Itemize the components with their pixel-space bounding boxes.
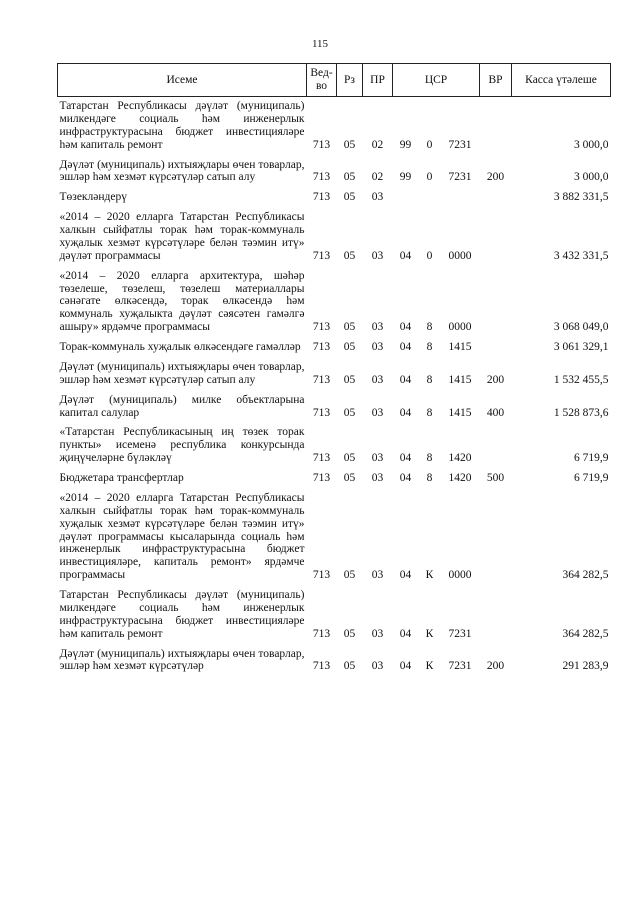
cell-csr-program: 04 <box>399 341 412 353</box>
cell-csr-direction: 7231 <box>448 627 472 640</box>
cell-ved: 713 <box>312 452 331 465</box>
cell-amount: 3 068 049,0 <box>553 321 609 334</box>
cell-vr: 400 <box>486 406 505 419</box>
cell-name: Татарстан Республикасы дәүләт (муниципаль) милкендәге социаль һәм инженерлык инфраструктурасына бюджет инвестицияләре һәм капиталь ремонт <box>59 589 305 640</box>
table-row <box>58 645 611 678</box>
cell-name: Төзекләндерү <box>59 191 127 204</box>
cell-pr: 03 <box>371 452 384 465</box>
cell-amount: 3 000,0 <box>574 171 609 184</box>
cell-vr: 200 <box>486 373 505 386</box>
cell-csr-direction <box>441 188 480 208</box>
cell-rz: 05 <box>343 341 356 353</box>
cell-rz: 05 <box>343 406 356 419</box>
table-body <box>58 97 611 678</box>
header-amount: Касса үтәлеше <box>512 64 611 97</box>
cell-name: Дәүләт (муниципаль) ихтыяҗлары өчен товарлар, эшләр һәм хезмәт күрсәтүләр <box>59 647 305 673</box>
page-number: 115 <box>311 38 329 50</box>
cell-csr-subprogram: 8 <box>426 341 433 353</box>
header-vr: ВР <box>480 64 512 97</box>
cell-rz: 05 <box>343 249 356 262</box>
cell-rz: 05 <box>343 138 356 151</box>
cell-pr: 03 <box>371 249 384 262</box>
cell-csr-direction: 1420 <box>448 452 472 465</box>
cell-name: Торак-коммуналь хуҗалык өлкәсендәге гамәлләр <box>59 341 301 353</box>
cell-csr-subprogram: К <box>425 627 434 640</box>
cell-ved: 713 <box>312 373 331 386</box>
cell-amount: 3 882 331,5 <box>553 191 609 204</box>
cell-csr-direction: 7231 <box>448 660 472 673</box>
cell-csr-subprogram: 0 <box>426 138 433 151</box>
cell-csr-program: 04 <box>399 627 412 640</box>
header-name: Исеме <box>58 64 307 97</box>
cell-csr-direction: 0000 <box>448 569 472 582</box>
cell-vr <box>480 188 512 208</box>
table-header-row <box>58 64 611 97</box>
table-row <box>58 423 611 469</box>
cell-vr <box>480 208 512 267</box>
cell-amount: 364 282,5 <box>562 627 609 640</box>
cell-amount: 6 719,9 <box>574 452 609 465</box>
cell-vr <box>480 97 512 156</box>
table-row <box>58 358 611 391</box>
cell-name: Дәүләт (муниципаль) ихтыяҗлары өчен товарлар, эшләр һәм хезмәт күрсәтүләр сатып алу <box>59 360 305 386</box>
header-csr: ЦСР <box>393 64 480 97</box>
cell-vr: 200 <box>486 660 505 673</box>
table-row <box>58 489 611 586</box>
cell-csr-program <box>393 188 419 208</box>
cell-ved: 713 <box>312 472 331 484</box>
cell-csr-direction: 0000 <box>448 249 472 262</box>
cell-csr-program: 04 <box>399 660 412 673</box>
cell-ved: 713 <box>312 171 331 184</box>
header-rz: Рз <box>337 64 363 97</box>
cell-csr-subprogram: 8 <box>426 472 433 484</box>
budget-table <box>57 63 611 677</box>
cell-csr-subprogram: 8 <box>426 406 433 419</box>
cell-amount: 3 000,0 <box>574 138 609 151</box>
cell-csr-subprogram <box>419 188 441 208</box>
table-row <box>58 188 611 208</box>
cell-ved: 713 <box>312 569 331 582</box>
cell-csr-program: 04 <box>399 452 412 465</box>
cell-csr-subprogram: 0 <box>426 249 433 262</box>
cell-pr: 03 <box>371 191 384 204</box>
cell-csr-subprogram: 8 <box>426 373 433 386</box>
cell-name: Дәүләт (муниципаль) ихтыяҗлары өчен товарлар, эшләр һәм хезмәт күрсәтүләр сатып алу <box>59 158 305 184</box>
cell-csr-direction: 1415 <box>448 341 472 353</box>
cell-pr: 03 <box>371 341 384 353</box>
cell-pr: 03 <box>371 569 384 582</box>
cell-name: «Татарстан Республикасының иң төзек торак пункты» исеменә республика конкурсында җиңүчеләрне бүләкләү <box>59 426 305 465</box>
cell-rz: 05 <box>343 373 356 386</box>
cell-csr-program: 04 <box>399 249 412 262</box>
cell-amount: 6 719,9 <box>574 472 609 484</box>
cell-ved: 713 <box>312 627 331 640</box>
cell-amount: 364 282,5 <box>562 569 609 582</box>
cell-pr: 03 <box>371 627 384 640</box>
table-row <box>58 156 611 189</box>
cell-vr: 500 <box>486 472 505 484</box>
cell-rz: 05 <box>343 452 356 465</box>
table-row <box>58 267 611 338</box>
cell-csr-direction: 7231 <box>448 138 472 151</box>
cell-pr: 03 <box>371 660 384 673</box>
header-pr: ПР <box>363 64 393 97</box>
cell-ved: 713 <box>312 406 331 419</box>
cell-ved: 713 <box>312 138 331 151</box>
table-row <box>58 469 611 489</box>
cell-name: Татарстан Республикасы дәүләт (муниципаль) милкендәге социаль һәм инженерлык инфраструктурасына бюджет инвестицияләре һәм капиталь ремонт <box>59 100 305 151</box>
table-row <box>58 208 611 267</box>
cell-ved: 713 <box>312 660 331 673</box>
cell-amount: 3 061 329,1 <box>553 341 609 353</box>
cell-name: Дәүләт (муниципаль) милке объектларына капитал салулар <box>59 393 305 419</box>
cell-csr-program: 04 <box>399 321 412 334</box>
cell-pr: 03 <box>371 406 384 419</box>
table-row <box>58 338 611 358</box>
table-row <box>58 97 611 156</box>
cell-rz: 05 <box>343 321 356 334</box>
header-ved: Вед-во <box>307 64 337 97</box>
cell-vr: 200 <box>486 171 505 184</box>
cell-name: «2014 – 2020 елларга Татарстан Республикасы халкын сыйфатлы торак һәм торак-коммуналь хуҗалык хезмәт күрсәтүләре белән тәэмин итү» дәүләт программасы кысаларында социаль һәм инженерлык инфраструктурасына бюджет инвестицияләре, капиталь ремонт» ярдәмче программасы <box>59 491 305 582</box>
cell-csr-direction: 1420 <box>448 472 472 484</box>
cell-rz: 05 <box>343 627 356 640</box>
cell-rz: 05 <box>343 569 356 582</box>
cell-name: Бюджетара трансфертлар <box>59 472 184 484</box>
cell-amount: 1 532 455,5 <box>553 373 609 386</box>
cell-csr-program: 04 <box>399 472 412 484</box>
cell-csr-subprogram: 8 <box>426 321 433 334</box>
cell-pr: 03 <box>371 472 384 484</box>
cell-rz: 05 <box>343 660 356 673</box>
cell-csr-direction: 7231 <box>448 171 472 184</box>
cell-ved: 713 <box>312 321 331 334</box>
cell-csr-subprogram: К <box>425 569 434 582</box>
cell-csr-program: 04 <box>399 569 412 582</box>
cell-csr-program: 04 <box>399 406 412 419</box>
cell-amount: 291 283,9 <box>562 660 609 673</box>
cell-ved: 713 <box>312 249 331 262</box>
cell-csr-subprogram: К <box>425 660 434 673</box>
cell-csr-program: 04 <box>399 373 412 386</box>
cell-csr-subprogram: 8 <box>426 452 433 465</box>
cell-name: «2014 – 2020 елларга архитектура, шәһәр төзелеше, төзелеш, төзелеш материаллары сәнәгате өлкәсендә, торак өлкәсендә һәм коммуналь хуҗалыкта дәүләт сәясәтен гамәлгә ашыру» ярдәмче программасы <box>59 269 305 334</box>
cell-rz: 05 <box>343 191 356 204</box>
cell-rz: 05 <box>343 472 356 484</box>
cell-vr <box>480 489 512 586</box>
cell-amount: 1 528 873,6 <box>553 406 609 419</box>
cell-pr: 03 <box>371 373 384 386</box>
cell-amount: 3 432 331,5 <box>553 249 609 262</box>
cell-ved: 713 <box>312 191 331 204</box>
cell-vr <box>480 586 512 645</box>
cell-csr-program: 99 <box>399 171 412 184</box>
cell-csr-program: 99 <box>399 138 412 151</box>
cell-name: «2014 – 2020 елларга Татарстан Республикасы халкын сыйфатлы торак һәм торак-коммуналь хуҗалык хезмәт күрсәтүләре белән тәэмин итү» дәүләт программасы <box>59 211 305 262</box>
cell-vr <box>480 338 512 358</box>
cell-csr-subprogram: 0 <box>426 171 433 184</box>
cell-csr-direction: 0000 <box>448 321 472 334</box>
table-row <box>58 391 611 424</box>
cell-rz: 05 <box>343 171 356 184</box>
cell-vr <box>480 267 512 338</box>
table-row <box>58 586 611 645</box>
cell-pr: 02 <box>371 171 384 184</box>
cell-csr-direction: 1415 <box>448 373 472 386</box>
cell-pr: 02 <box>371 138 384 151</box>
cell-vr <box>480 423 512 469</box>
cell-pr: 03 <box>371 321 384 334</box>
cell-csr-direction: 1415 <box>448 406 472 419</box>
cell-ved: 713 <box>312 341 331 353</box>
